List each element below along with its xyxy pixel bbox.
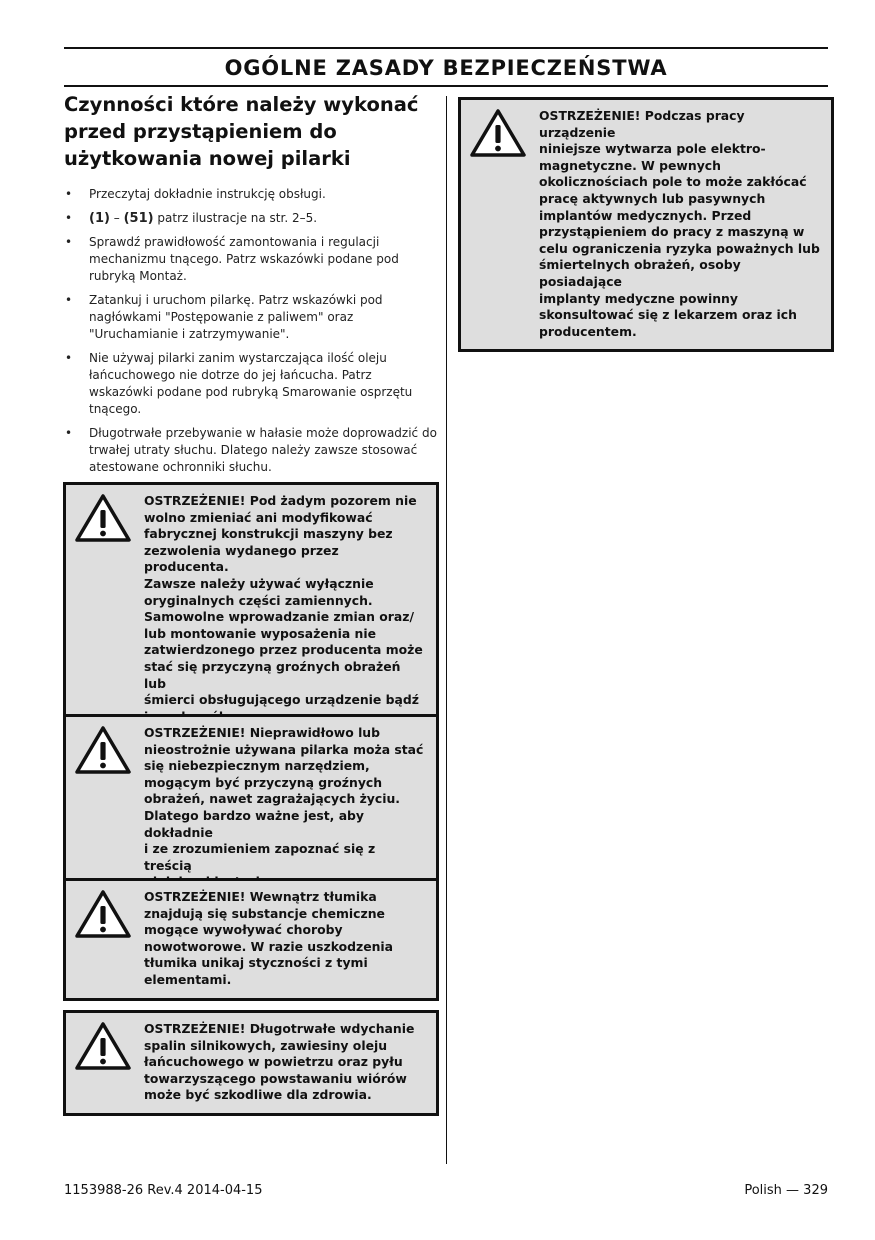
warning-line: nieostrożnie używana pilarka moża stać xyxy=(144,741,424,757)
bullet-dot: • xyxy=(65,211,73,225)
left-column xyxy=(64,91,440,483)
warning-line: Samowolne wprowadzanie zmian oraz/ xyxy=(144,609,415,625)
warning-line: mogące wywoływać choroby xyxy=(144,922,343,938)
warning-line: może być szkodliwe dla zdrowia. xyxy=(144,1087,372,1103)
warning-triangle-icon xyxy=(74,889,132,939)
warning-line: pracę aktywnych lub pasywnych xyxy=(539,190,766,206)
figure-ref-end: (51) xyxy=(123,211,154,226)
warning-line: niniejsze wytwarza pole elektro- xyxy=(539,141,766,157)
warning-line: implantów medycznych. Przed xyxy=(539,207,752,223)
warning-line: Dlatego bardzo ważne jest, aby dokładnie xyxy=(144,807,365,840)
list-item-text: łańcuchowego nie dotrze do jej łańcucha. Patrz xyxy=(89,368,372,382)
warning-text xyxy=(144,725,426,891)
warning-line: zezwolenia wydanego przez producenta. xyxy=(144,542,339,575)
warning-box-electromagnetic xyxy=(458,97,834,352)
warning-text xyxy=(539,108,821,340)
warning-line: i ze zrozumieniem zapoznać się z treścią xyxy=(144,841,376,873)
warning-box-exhaust xyxy=(63,1010,439,1116)
list-item xyxy=(64,425,440,476)
section-title-line: Czynności które należy wykonać xyxy=(64,93,419,116)
bullet-dot: • xyxy=(65,187,73,201)
warning-triangle-icon xyxy=(74,1021,132,1071)
warning-line: nowotworowe. W razie uszkodzenia xyxy=(144,938,394,954)
warning-line: skonsultować się z lekarzem oraz ich xyxy=(539,307,797,323)
warning-line: śmiertelnych obrażeń, osoby posiadające xyxy=(539,257,741,289)
warning-line: OSTRZEŻENIE! Nieprawidłowo lub xyxy=(144,725,381,740)
warning-line: tłumika unikaj styczności z tymi xyxy=(144,955,368,971)
warning-line: się niebezpiecznym narzędziem, xyxy=(144,758,370,774)
warning-line: spalin silnikowych, zawiesiny oleju xyxy=(144,1037,388,1053)
warning-line: implanty medyczne powinny xyxy=(539,290,738,306)
list-item xyxy=(64,350,440,418)
warning-line: mogącym być przyczyną groźnych xyxy=(144,774,383,790)
warning-line: OSTRZEŻENIE! Pod żadym pozorem nie xyxy=(144,493,417,508)
list-item-text: Nie używaj pilarki zanim wystarczająca ilość oleju xyxy=(89,351,387,365)
warning-line: celu ograniczenia ryzyka poważnych lub xyxy=(539,240,820,256)
instruction-list xyxy=(64,186,440,476)
warning-line: magnetyczne. W pewnych xyxy=(539,157,721,173)
warning-line: lub montowanie wyposażenia nie xyxy=(144,625,376,641)
list-item-text: Zatankuj i uruchom pilarkę. Patrz wskazówki pod xyxy=(89,293,383,307)
header-bottom-rule xyxy=(64,85,828,87)
warning-line: przystąpieniem do pracy z maszyną w xyxy=(539,224,805,240)
bullet-dot: • xyxy=(65,426,73,440)
warning-line: wolno zmieniać ani modyfikować xyxy=(144,509,373,525)
warning-line: OSTRZEŻENIE! Wewnątrz tłumika xyxy=(144,889,377,904)
page-title: OGÓLNE ZASADY BEZPIECZEŃSTWA xyxy=(224,56,668,80)
column-divider xyxy=(446,96,447,1164)
list-item-text: Długotrwałe przebywanie w hałasie może doprowadzić do xyxy=(89,426,437,440)
bullet-dot: • xyxy=(65,293,73,307)
warning-box-misuse xyxy=(63,714,439,903)
warning-triangle-icon xyxy=(74,725,132,775)
list-item-text: patrz ilustracje na str. 2–5. xyxy=(157,211,318,225)
warning-line: obrażeń, nawet zagrażających życiu. xyxy=(144,791,400,807)
warning-line: producentem. xyxy=(539,323,637,339)
warning-line: oryginalnych części zamiennych. xyxy=(144,592,373,608)
bullet-dot: • xyxy=(65,235,73,249)
warning-triangle-icon xyxy=(469,108,527,158)
section-title-line: przed przystąpieniem do xyxy=(64,120,337,143)
section-title-line: użytkowania nowej pilarki xyxy=(64,147,351,170)
document-id: 1153988-26 Rev.4 2014-04-15 xyxy=(64,1183,263,1198)
warning-line: towarzyszącego powstawaniu wiórów xyxy=(144,1070,407,1086)
warning-line: śmierci obsługującego urządzenie bądź xyxy=(144,692,419,708)
list-item-text: rubryką Montaż. xyxy=(89,269,187,283)
section-title xyxy=(64,91,440,172)
list-item xyxy=(64,186,440,203)
warning-line: zatwierdzonego przez producenta może xyxy=(144,642,423,658)
warning-line: fabrycznej konstrukcji maszyny bez xyxy=(144,526,393,542)
list-item-text: atestowane ochronniki słuchu. xyxy=(89,460,272,474)
ref-dash: – xyxy=(113,211,120,225)
list-item-text: "Uruchamianie i zatrzymywanie". xyxy=(89,327,290,341)
warning-text xyxy=(144,1021,426,1104)
list-item-text: tnącego. xyxy=(89,402,142,416)
figure-ref-start: (1) xyxy=(89,211,110,226)
warning-line: OSTRZEŻENIE! Podczas pracy urządzenie xyxy=(539,108,745,140)
warning-triangle-icon xyxy=(74,493,132,543)
list-item-text: nagłówkami "Postępowanie z paliwem" oraz xyxy=(89,310,354,324)
warning-line: Zawsze należy używać wyłącznie xyxy=(144,575,374,591)
warning-box-modification xyxy=(63,482,439,737)
list-item-text: wskazówki podane pod rubryką Smarowanie osprzętu xyxy=(89,385,413,399)
warning-box-muffler xyxy=(63,878,439,1001)
list-item-text: mechanizmu tnącego. Patrz wskazówki podane pod xyxy=(89,252,399,266)
list-item xyxy=(64,234,440,285)
warning-text xyxy=(144,889,426,989)
header-top-rule xyxy=(64,47,828,49)
list-item-text: trwałej utraty słuchu. Dlatego należy zawsze stosować xyxy=(89,443,418,457)
warning-line: elementami. xyxy=(144,971,232,987)
warning-line: znajdują się substancje chemiczne xyxy=(144,905,385,921)
list-item-text: Przeczytaj dokładnie instrukcję obsługi. xyxy=(89,187,326,201)
warning-line: okolicznościach pole to może zakłócać xyxy=(539,174,807,190)
warning-line: OSTRZEŻENIE! Długotrwałe wdychanie xyxy=(144,1021,415,1036)
warning-line: łańcuchowego w powietrzu oraz pyłu xyxy=(144,1054,403,1070)
list-item xyxy=(64,292,440,343)
page-number: Polish — 329 xyxy=(744,1183,828,1198)
warning-line: stać się przyczyną groźnych obrażeń lub xyxy=(144,658,401,691)
list-item-text: Sprawdź prawidłowość zamontowania i regulacji xyxy=(89,235,380,249)
bullet-dot: • xyxy=(65,351,73,365)
list-item xyxy=(64,210,440,227)
warning-text xyxy=(144,493,426,725)
